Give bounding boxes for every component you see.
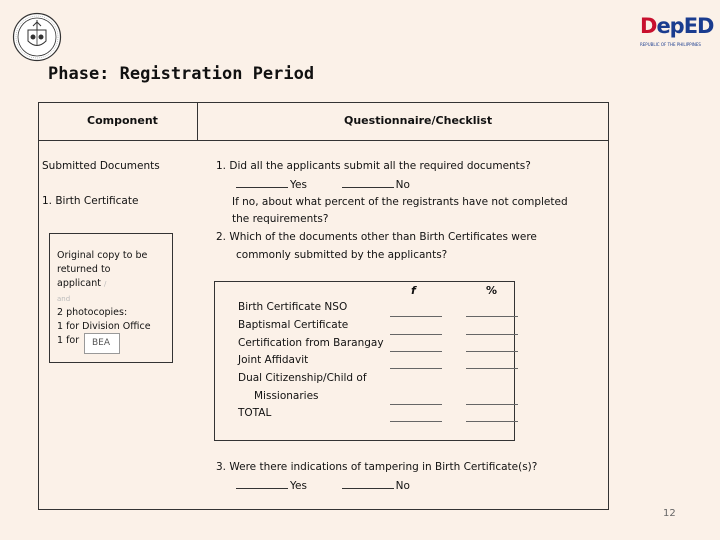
question-2-line2: commonly submitted by the applicants? [236,249,448,261]
list-item: Joint Affidavit [238,354,309,366]
q1-yes-blank[interactable] [236,178,288,188]
f-blank[interactable] [390,351,442,352]
component-header: Component [87,114,158,127]
pct-blank[interactable] [466,421,518,422]
birth-certificate-label: 1. Birth Certificate [42,195,139,207]
pct-blank[interactable] [466,368,518,369]
q3-answer-row: Yes No [236,479,410,493]
page-title: Phase: Registration Period [48,64,315,84]
birth-certificate-note: Original copy to be returned to applicant / and 2 photocopies: 1 for Division Office 1 for [49,233,173,363]
deped-logo: DepED REPUBLIC OF THE PHILIPPINES [640,14,714,47]
questionnaire-header: Questionnaire/Checklist [344,114,493,127]
bea-label: BEA [84,333,120,354]
question-1: 1. Did all the applicants submit all the required documents? [216,160,531,172]
q1-followup-line2: the requirements? [232,213,329,225]
q1-answer-row: Yes No [236,178,410,192]
percent-column-header: % [486,284,498,297]
question-3: 3. Were there indications of tampering in Birth Certificate(s)? [216,461,538,473]
pct-blank[interactable] [466,404,518,405]
list-item: Baptismal Certificate [238,319,349,331]
list-item: Certification from Barangay [238,337,384,349]
list-item: Birth Certificate NSO [238,301,348,313]
f-blank[interactable] [390,368,442,369]
frequency-column-header: f [411,284,416,297]
q1-no-blank[interactable] [342,178,394,188]
list-item-total: TOTAL [238,407,272,419]
table-header-row [39,103,608,141]
q3-yes-blank[interactable] [236,479,288,489]
question-2-line1: 2. Which of the documents other than Birth Certificates were [216,231,537,243]
submitted-documents-label: Submitted Documents [42,160,160,172]
q3-no-blank[interactable] [342,479,394,489]
f-blank[interactable] [390,404,442,405]
f-blank[interactable] [390,334,442,335]
page-number: 12 [663,508,676,519]
pct-blank[interactable] [466,316,518,317]
f-blank[interactable] [390,421,442,422]
deped-seal-icon [12,12,62,62]
list-item: Missionaries [254,390,319,402]
list-item: Dual Citizenship/Child of [238,372,367,384]
pct-blank[interactable] [466,351,518,352]
pct-blank[interactable] [466,334,518,335]
q1-followup-line1: If no, about what percent of the registrants have not completed [232,196,568,208]
f-blank[interactable] [390,316,442,317]
